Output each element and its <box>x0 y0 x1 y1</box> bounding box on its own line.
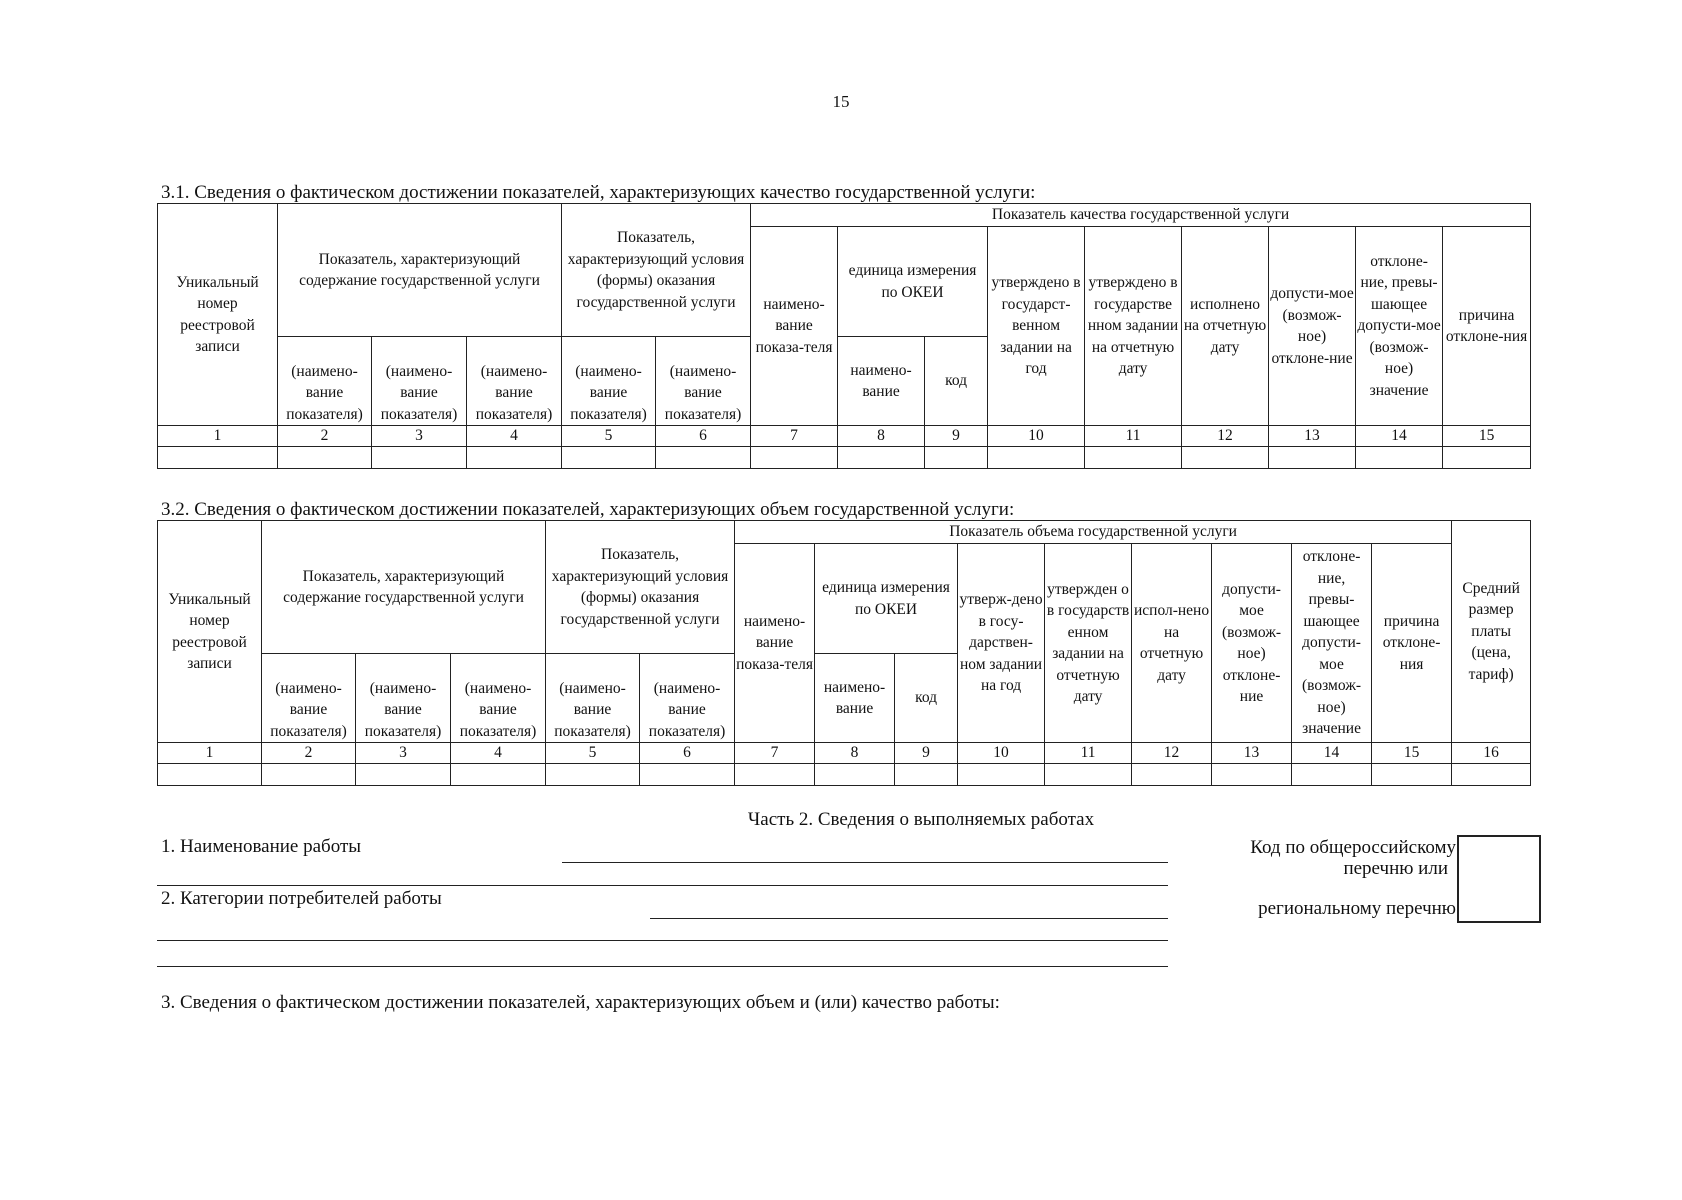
executed-header: испол-нено на отчетную дату <box>1132 544 1212 743</box>
column-number: 5 <box>546 743 640 764</box>
column-number: 14 <box>1292 743 1372 764</box>
empty-cell <box>262 764 356 786</box>
empty-cell <box>158 764 262 786</box>
content-indicator-header: Показатель, характеризующий содержание государственной услуги <box>262 521 546 654</box>
approved-date-header: утверждено в государстве нном задании на отчетную дату <box>1085 227 1182 426</box>
reason-header: причина отклоне-ния <box>1443 227 1531 426</box>
unit-okei-header: единица измерения по ОКЕИ <box>838 227 988 337</box>
section-3-title: 3. Сведения о фактическом достижении показателей, характеризующих объем и (или) качество работы: <box>161 992 1000 1013</box>
code-label-line-2: перечню или <box>1343 858 1448 879</box>
empty-cell <box>356 764 451 786</box>
empty-cell <box>895 764 958 786</box>
column-number: 10 <box>988 426 1085 447</box>
column-number: 4 <box>467 426 562 447</box>
volume-indicator-header: Показатель объема государственной услуги <box>735 521 1452 544</box>
column-number: 1 <box>158 743 262 764</box>
sub-indicator-header: (наимено-вание показателя) <box>278 337 372 426</box>
column-number: 8 <box>838 426 925 447</box>
section-3-2-title: 3.2. Сведения о фактическом достижении показателей, характеризующих объем государственной услуги: <box>161 499 1015 520</box>
empty-cell <box>451 764 546 786</box>
conditions-indicator-header: Показатель, характеризующий условия (формы) оказания государственной услуги <box>546 521 735 654</box>
part2-title: Часть 2. Сведения о выполняемых работах <box>747 809 1095 830</box>
page-number: 15 <box>832 92 850 111</box>
empty-cell <box>640 764 735 786</box>
sub-indicator-header: (наимено-вание показателя) <box>372 337 467 426</box>
work-name-line-2 <box>157 885 1168 886</box>
column-number: 12 <box>1132 743 1212 764</box>
volume-table <box>157 520 1531 786</box>
empty-cell <box>546 764 640 786</box>
empty-cell <box>1045 764 1132 786</box>
empty-cell <box>562 447 656 469</box>
empty-cell <box>1452 764 1531 786</box>
empty-cell <box>467 447 562 469</box>
executed-header: исполнено на отчетную дату <box>1182 227 1269 426</box>
sub-indicator-header: (наимено-вание показателя) <box>546 654 640 743</box>
sub-indicator-header: (наимено-вание показателя) <box>451 654 546 743</box>
column-number: 15 <box>1443 426 1531 447</box>
empty-cell <box>372 447 467 469</box>
column-number: 14 <box>1356 426 1443 447</box>
allowed-deviation-header: допусти-мое (возмож-ное) отклоне-ние <box>1269 227 1356 426</box>
consumers-line-2 <box>157 940 1168 941</box>
column-number: 2 <box>262 743 356 764</box>
column-number: 12 <box>1182 426 1269 447</box>
column-number: 11 <box>1045 743 1132 764</box>
empty-cell <box>735 764 815 786</box>
empty-cell <box>988 447 1085 469</box>
quality-indicator-header: Показатель качества государственной услуги <box>751 204 1531 227</box>
column-number: 16 <box>1452 743 1531 764</box>
column-number: 9 <box>925 426 988 447</box>
unit-name-header: наимено-вание <box>815 654 895 743</box>
column-number: 1 <box>158 426 278 447</box>
empty-cell <box>958 764 1045 786</box>
column-number: 11 <box>1085 426 1182 447</box>
consumers-line <box>650 918 1168 919</box>
sub-indicator-header: (наимено-вание показателя) <box>467 337 562 426</box>
empty-cell <box>1372 764 1452 786</box>
empty-cell <box>1132 764 1212 786</box>
content-indicator-header: Показатель, характеризующий содержание государственной услуги <box>278 204 562 337</box>
sub-indicator-header: (наимено-вание показателя) <box>356 654 451 743</box>
column-number: 2 <box>278 426 372 447</box>
unit-code-header: код <box>895 654 958 743</box>
approved-year-header: утверждено в государст-венном задании на год <box>988 227 1085 426</box>
sub-indicator-header: (наимено-вание показателя) <box>640 654 735 743</box>
empty-cell <box>925 447 988 469</box>
consumers-label: 2. Категории потребителей работы <box>161 888 442 909</box>
registry-header: Уникальный номер реестровой записи <box>158 521 262 743</box>
column-number: 8 <box>815 743 895 764</box>
empty-cell <box>1212 764 1292 786</box>
empty-cell <box>1269 447 1356 469</box>
unit-okei-header: единица измерения по ОКЕИ <box>815 544 958 654</box>
reason-header: причина отклоне-ния <box>1372 544 1452 743</box>
indicator-name-header: наимено-вание показа-теля <box>751 227 838 426</box>
column-number: 3 <box>372 426 467 447</box>
code-label-line-3: региональному перечню <box>1258 898 1456 919</box>
empty-cell <box>158 447 278 469</box>
sub-indicator-header: (наимено-вание показателя) <box>562 337 656 426</box>
unit-name-header: наимено-вание <box>838 337 925 426</box>
work-name-line <box>562 862 1168 863</box>
empty-cell <box>815 764 895 786</box>
column-number: 7 <box>751 426 838 447</box>
empty-cell <box>838 447 925 469</box>
code-label-line-1: Код по общероссийскому <box>1250 837 1456 858</box>
sub-indicator-header: (наимено-вание показателя) <box>262 654 356 743</box>
empty-cell <box>1182 447 1269 469</box>
exceeding-deviation-header: отклоне-ние, превы-шающее допусти-мое (возмож-ное) значение <box>1292 544 1372 743</box>
registry-header: Уникальный номер реестровой записи <box>158 204 278 426</box>
column-number: 13 <box>1269 426 1356 447</box>
allowed-deviation-header: допусти-мое (возмож-ное) отклоне-ние <box>1212 544 1292 743</box>
registry-code-box[interactable] <box>1457 835 1541 923</box>
column-number: 13 <box>1212 743 1292 764</box>
column-number: 4 <box>451 743 546 764</box>
approved-date-header: утвержден о в государств енном задании на отчетную дату <box>1045 544 1132 743</box>
unit-code-header: код <box>925 337 988 426</box>
column-number: 15 <box>1372 743 1452 764</box>
work-name-label: 1. Наименование работы <box>161 836 362 857</box>
column-number: 6 <box>640 743 735 764</box>
empty-cell <box>751 447 838 469</box>
empty-cell <box>1356 447 1443 469</box>
empty-cell <box>278 447 372 469</box>
indicator-name-header: наимено-вание показа-теля <box>735 544 815 743</box>
quality-table <box>157 203 1531 469</box>
empty-cell <box>656 447 751 469</box>
column-number: 7 <box>735 743 815 764</box>
empty-cell <box>1085 447 1182 469</box>
exceeding-deviation-header: отклоне-ние, превы-шающее допусти-мое (возмож-ное) значение <box>1356 227 1443 426</box>
column-number: 5 <box>562 426 656 447</box>
section-3-1-title: 3.1. Сведения о фактическом достижении показателей, характеризующих качество государственной услуги: <box>161 182 1036 203</box>
approved-year-header: утверж-дено в госу-дарствен-ном задании на год <box>958 544 1045 743</box>
column-number: 10 <box>958 743 1045 764</box>
column-number: 9 <box>895 743 958 764</box>
conditions-indicator-header: Показатель, характеризующий условия (формы) оказания государственной услуги <box>562 204 751 337</box>
column-number: 3 <box>356 743 451 764</box>
column-number: 6 <box>656 426 751 447</box>
empty-cell <box>1292 764 1372 786</box>
empty-cell <box>1443 447 1531 469</box>
consumers-line-3 <box>157 966 1168 967</box>
average-fee-header: Средний размер платы (цена, тариф) <box>1452 521 1531 743</box>
sub-indicator-header: (наимено-вание показателя) <box>656 337 751 426</box>
